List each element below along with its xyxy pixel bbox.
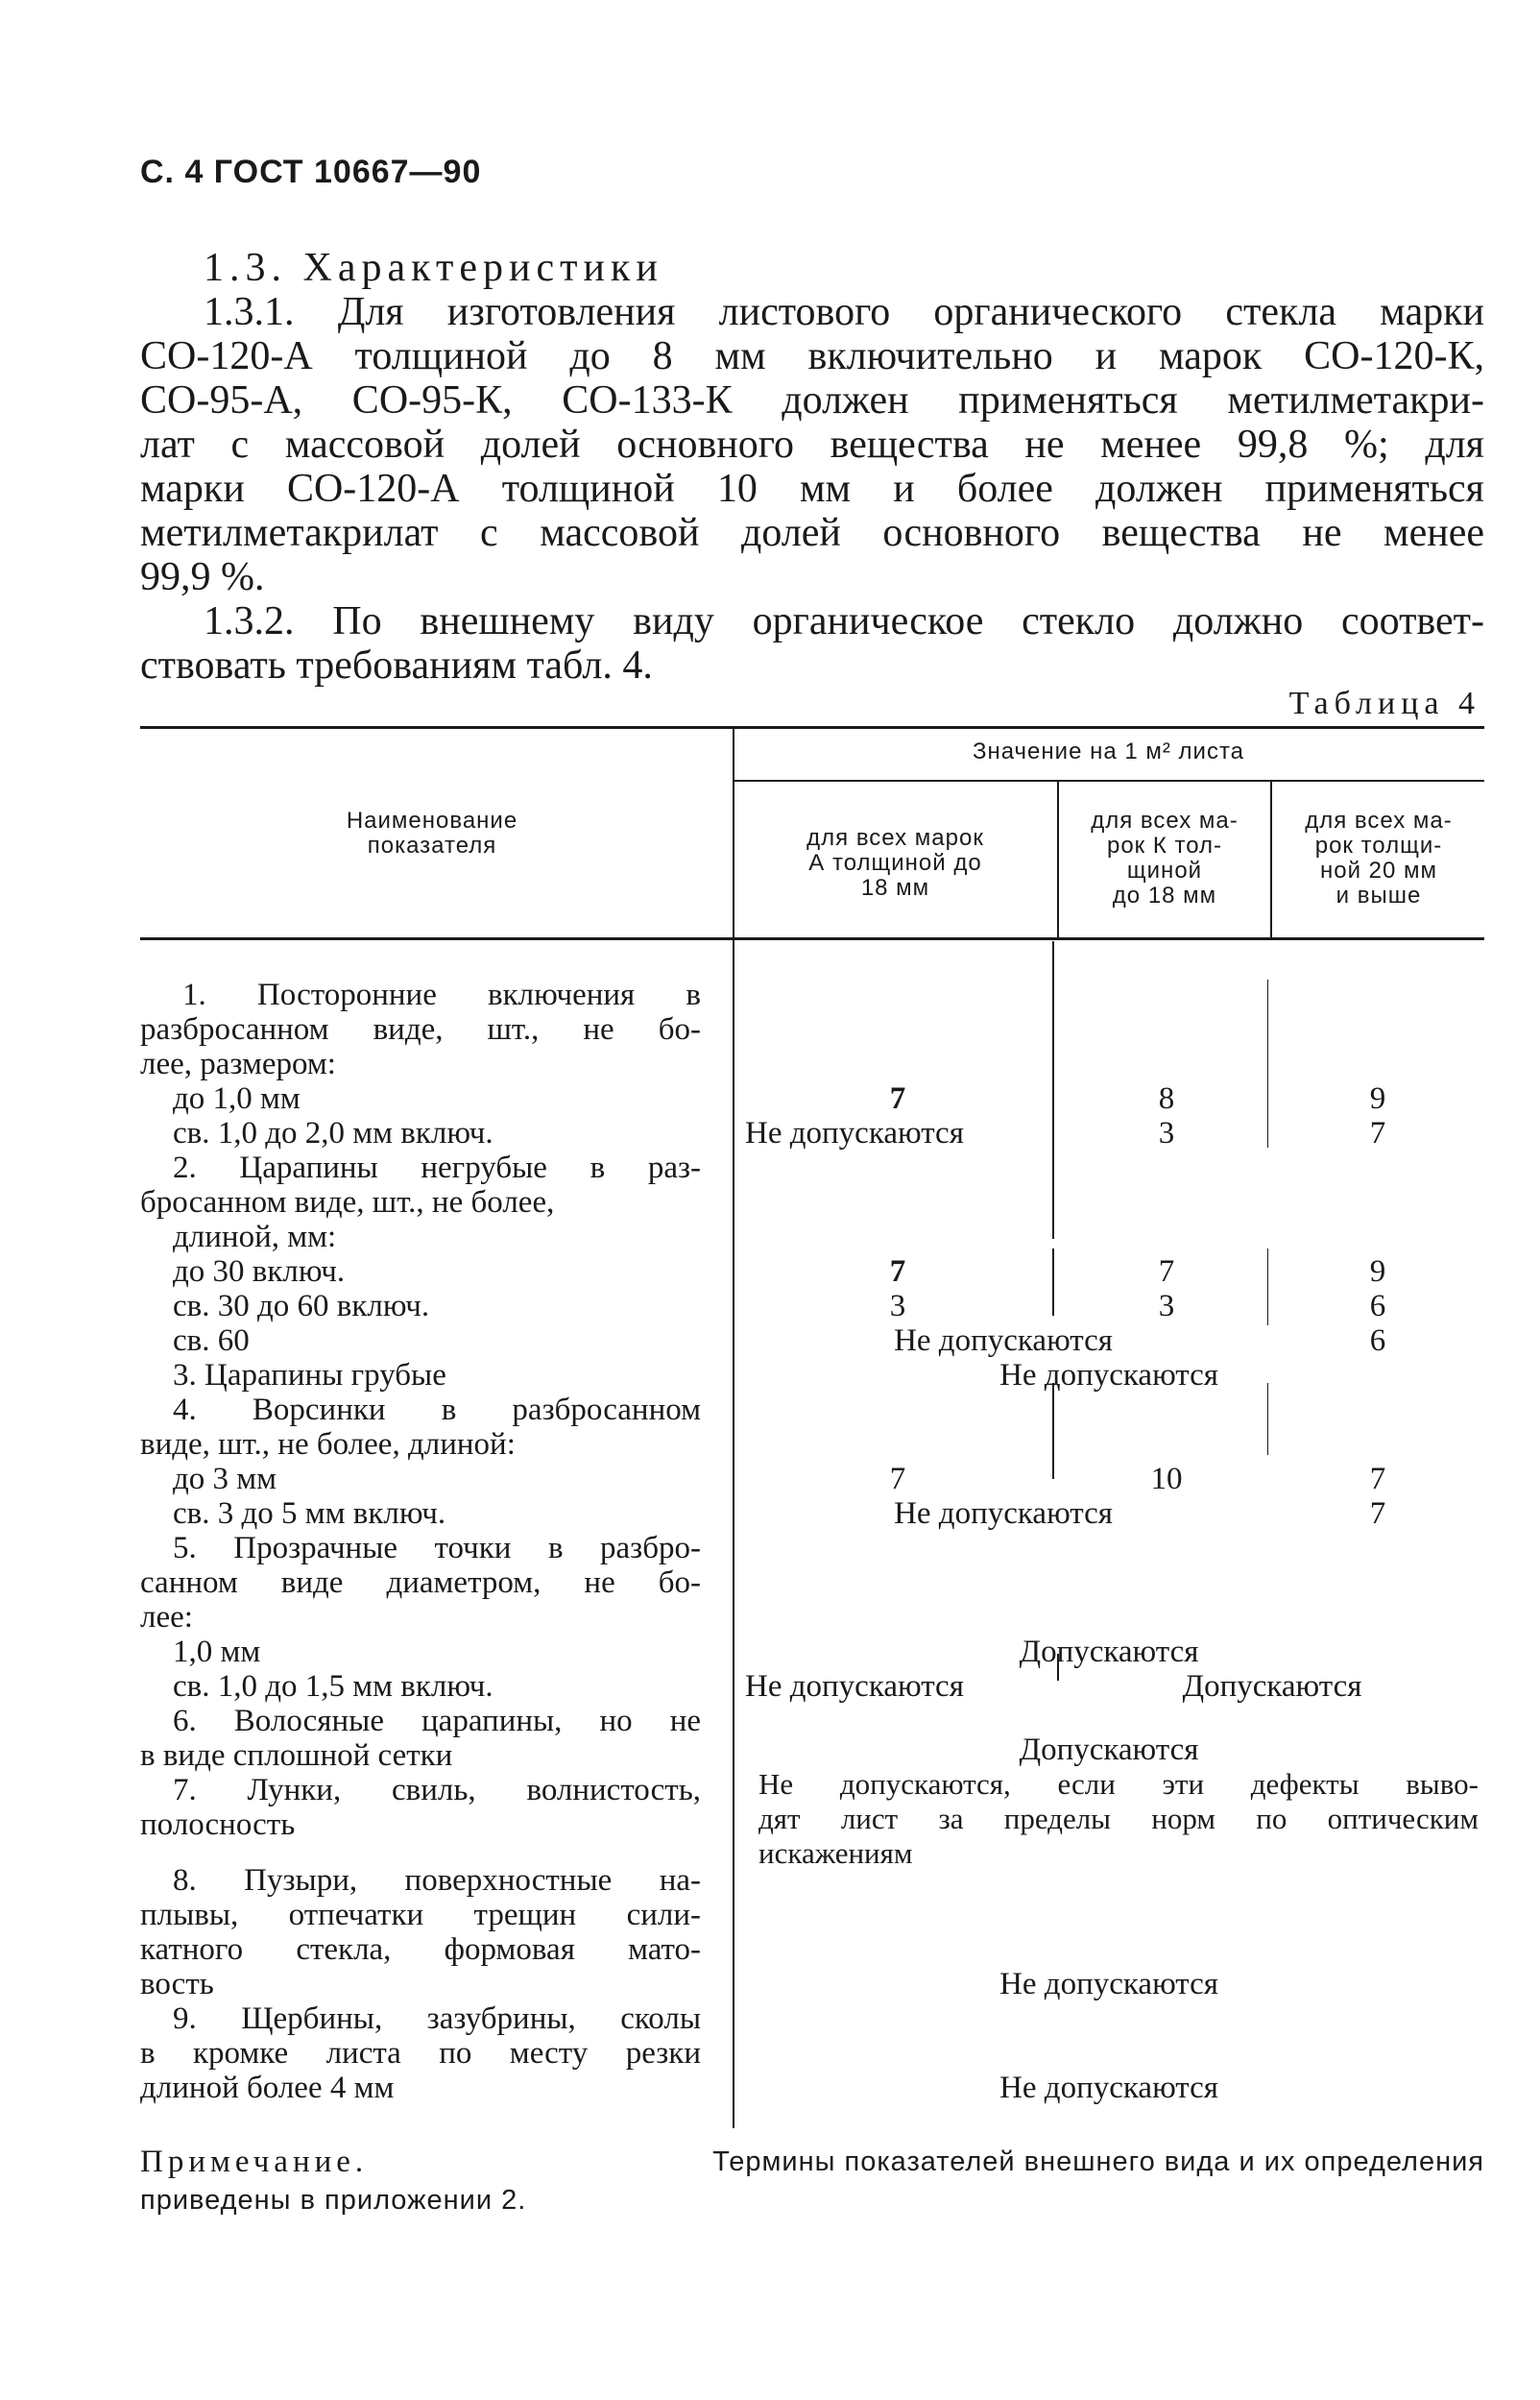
page-header: С. 4 ГОСТ 10667—90 bbox=[140, 154, 482, 190]
cell-value: 7 bbox=[1369, 1116, 1386, 1151]
indicator-line: в кромке листа по месту резки bbox=[140, 2036, 701, 2071]
cell-value: 10 bbox=[1150, 1462, 1183, 1496]
cell-value: дят лист за пределы норм по оптическим bbox=[758, 1802, 1479, 1835]
col-name-header: Наименование показателя bbox=[346, 808, 518, 859]
cell-value: 7 bbox=[1158, 1254, 1175, 1289]
cell-value: искажениям bbox=[758, 1836, 913, 1870]
cell-value: 7 bbox=[889, 1254, 906, 1289]
cell-value: 9 bbox=[1369, 1081, 1386, 1116]
indicator-line: разбросанном виде, шт., не бо- bbox=[140, 1012, 701, 1047]
indicator-line: длиной, мм: bbox=[173, 1220, 337, 1254]
indicator-line: 2. Царапины негрубые в раз- bbox=[173, 1151, 701, 1185]
indicator-line: длиной более 4 мм bbox=[140, 2071, 395, 2105]
indicator-line: св. 3 до 5 мм включ. bbox=[173, 1496, 446, 1531]
indicator-line: св. 1,0 до 1,5 мм включ. bbox=[173, 1669, 493, 1704]
cell-value: 9 bbox=[1369, 1254, 1386, 1289]
col-20-header: для всех ма- рок толщи- ной 20 мм и выше bbox=[1305, 808, 1453, 909]
cell-value: Допускаются bbox=[1019, 1733, 1199, 1767]
paragraph-line: 1.3.1. Для изготовления листового органического стекла марки bbox=[204, 290, 1484, 334]
value-group-header: Значение на 1 м² листа bbox=[972, 739, 1245, 764]
col-a-k-rule-header bbox=[1057, 780, 1059, 937]
table-caption: Таблица 4 bbox=[1288, 686, 1480, 721]
cell-value: Не допускаются bbox=[894, 1323, 1113, 1358]
col-k-header: для всех ма- рок К тол- щиной до 18 мм bbox=[1091, 808, 1239, 909]
cell-value: 7 bbox=[889, 1462, 906, 1496]
indicator-line: 1,0 мм bbox=[173, 1635, 261, 1669]
indicator-line: вость bbox=[140, 1967, 214, 2001]
value-group-rule bbox=[733, 780, 1484, 782]
col-a-header: для всех марок А толщиной до 18 мм bbox=[806, 825, 984, 901]
table-top-rule bbox=[140, 726, 1484, 729]
indicator-line: лее, размером: bbox=[140, 1047, 336, 1081]
name-column-rule bbox=[733, 726, 734, 2128]
cell-value: 7 bbox=[1369, 1496, 1386, 1531]
paragraph-line: лат с массовой долей основного вещества не менее 99,8 %; для bbox=[140, 423, 1484, 467]
cell-value: 3 bbox=[889, 1289, 906, 1323]
paragraph-line: марки СО-120-А толщиной 10 мм и более должен применяться bbox=[140, 467, 1484, 511]
cell-value: Допускаются bbox=[1182, 1669, 1362, 1704]
indicator-line: 1. Посторонние включения в bbox=[182, 978, 701, 1012]
paragraph-line: СО-120-А толщиной до 8 мм включительно и марок СО-120-К, bbox=[140, 334, 1484, 378]
note-label: Примечание. bbox=[140, 2145, 369, 2179]
indicator-line: до 3 мм bbox=[173, 1462, 277, 1496]
indicator-line: плывы, отпечатки трещин сили- bbox=[140, 1898, 701, 1932]
cell-value: Не допускаются bbox=[894, 1496, 1113, 1531]
cell-value: 7 bbox=[1369, 1462, 1386, 1496]
paragraph-line: ствовать требованиям табл. 4. bbox=[140, 643, 653, 688]
indicator-line: св. 30 до 60 включ. bbox=[173, 1289, 430, 1323]
col-k-20-rule bbox=[1267, 980, 1268, 1148]
cell-value: Не допускаются, если эти дефекты выво- bbox=[758, 1767, 1479, 1801]
indicator-line: полосность bbox=[140, 1807, 296, 1842]
cell-value: 3 bbox=[1158, 1116, 1175, 1151]
indicator-line: до 30 включ. bbox=[173, 1254, 346, 1289]
paragraph-line: СО-95-А, СО-95-К, СО-133-К должен применяться метилметакри- bbox=[140, 378, 1484, 423]
cell-value: 7 bbox=[889, 1081, 906, 1116]
indicator-line: св. 60 bbox=[173, 1323, 250, 1358]
indicator-line: катного стекла, формовая мато- bbox=[140, 1932, 701, 1967]
cell-value: Допускаются bbox=[1019, 1635, 1199, 1669]
indicator-line: виде, шт., не более, длиной: bbox=[140, 1427, 516, 1462]
indicator-line: 9. Щербины, зазубрины, сколы bbox=[173, 2001, 701, 2036]
cell-value: Не допускаются bbox=[999, 1358, 1218, 1393]
indicator-line: 7. Лунки, свиль, волнистость, bbox=[173, 1773, 701, 1807]
paragraph-line: метилметакрилат с массовой долей основного вещества не менее bbox=[140, 511, 1484, 555]
indicator-line: 3. Царапины грубые bbox=[173, 1358, 446, 1393]
cell-value: 6 bbox=[1369, 1323, 1386, 1358]
cell-value: Не допускаются bbox=[745, 1116, 964, 1151]
indicator-line: бросанном виде, шт., не более, bbox=[140, 1185, 555, 1220]
indicator-line: 5. Прозрачные точки в разбро- bbox=[173, 1531, 701, 1565]
col-k-20-rule bbox=[1267, 1248, 1268, 1325]
paragraph-line: 99,9 %. bbox=[140, 555, 265, 599]
indicator-line: 4. Ворсинки в разбросанном bbox=[173, 1393, 701, 1427]
section-title: 1.3. Характеристики bbox=[204, 246, 663, 290]
cell-value: 6 bbox=[1369, 1289, 1386, 1323]
indicator-line: 8. Пузыри, поверхностные на- bbox=[173, 1863, 701, 1898]
cell-value: Не допускаются bbox=[745, 1669, 964, 1704]
note-line bbox=[140, 2144, 1484, 2180]
indicator-line: лее: bbox=[140, 1600, 193, 1635]
cell-value: Не допускаются bbox=[999, 2071, 1218, 2105]
col-k-20-rule-header bbox=[1270, 780, 1272, 937]
cell-value: 8 bbox=[1158, 1081, 1175, 1116]
note-text: Термины показателей внешнего вида и их определения bbox=[712, 2146, 1484, 2177]
cell-value: 3 bbox=[1158, 1289, 1175, 1323]
note-line: приведены в приложении 2. bbox=[140, 2185, 527, 2216]
cell-value: Не допускаются bbox=[999, 1967, 1218, 2001]
indicator-line: 6. Волосяные царапины, но не bbox=[173, 1704, 701, 1738]
indicator-line: до 1,0 мм bbox=[173, 1081, 301, 1116]
indicator-line: в виде сплошной сетки bbox=[140, 1738, 453, 1773]
indicator-line: санном виде диаметром, не бо- bbox=[140, 1565, 701, 1600]
paragraph-line: 1.3.2. По внешнему виду органическое стекло должно соответ- bbox=[204, 599, 1484, 643]
indicator-line: св. 1,0 до 2,0 мм включ. bbox=[173, 1116, 493, 1151]
col-k-20-rule bbox=[1267, 1383, 1268, 1455]
header-bottom-rule bbox=[140, 937, 1484, 940]
